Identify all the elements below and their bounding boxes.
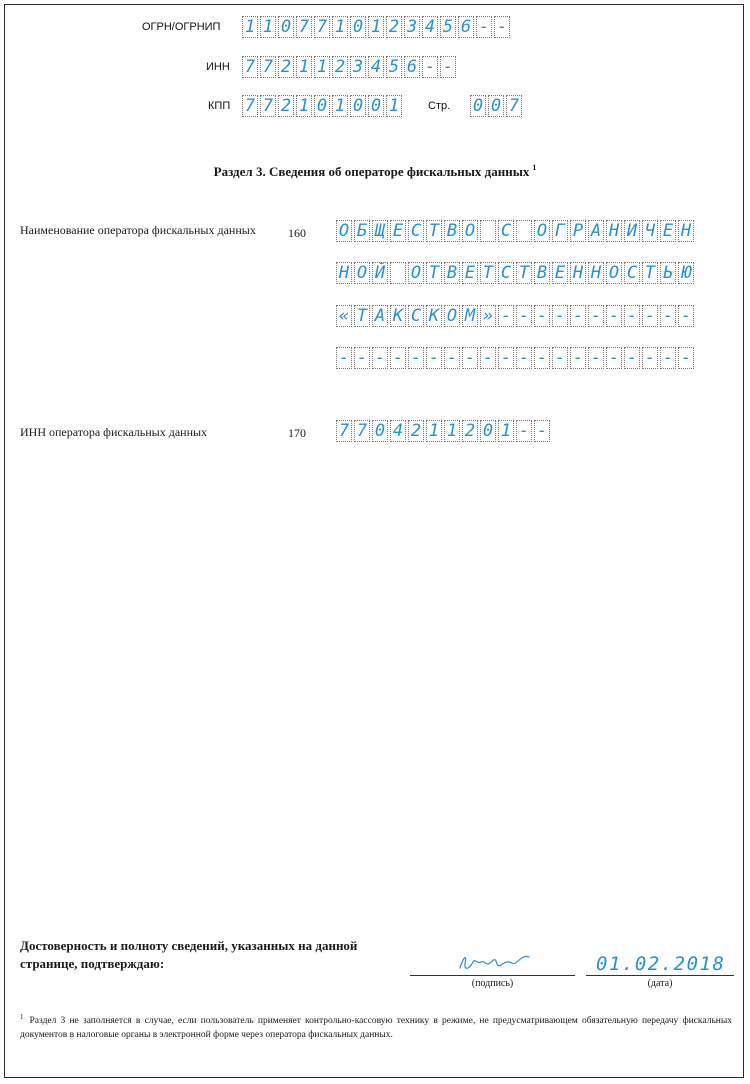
char-cell[interactable]: - [678,305,694,327]
char-cell[interactable]: Р [570,220,586,242]
footnote [20,1010,732,1042]
char-cell[interactable]: 0 [350,16,366,38]
char-cell[interactable]: - [516,420,532,442]
char-cell[interactable]: В [444,262,460,284]
char-cell[interactable]: Т [426,262,442,284]
char-cell[interactable]: 2 [408,420,424,442]
char-cell[interactable]: О [336,220,352,242]
char-cell[interactable]: 0 [480,420,496,442]
char-cell[interactable]: - [642,347,658,369]
char-cell[interactable] [516,220,532,242]
char-cell[interactable]: - [354,347,370,369]
char-cell[interactable]: - [516,305,532,327]
operator-name-code: 160 [288,226,306,240]
inn-grid[interactable] [242,56,458,78]
char-cell[interactable]: - [606,305,622,327]
char-cell[interactable]: 3 [350,56,366,78]
char-cell[interactable]: 7 [354,420,370,442]
char-cell[interactable]: 0 [350,95,366,117]
char-cell[interactable]: 1 [314,56,330,78]
operator-inn-code: 170 [288,426,306,440]
char-cell[interactable]: - [408,347,424,369]
char-cell[interactable]: Н [588,262,604,284]
char-cell[interactable] [480,220,496,242]
section-title-footnote-mark: 1 [532,163,537,172]
char-cell[interactable]: Т [426,220,442,242]
char-cell[interactable]: 0 [368,95,384,117]
char-cell[interactable]: Ч [642,220,658,242]
char-cell[interactable]: 3 [404,16,420,38]
char-cell[interactable]: 0 [278,16,294,38]
char-cell[interactable]: М [462,305,478,327]
confirmation-text: Достоверность и полноту сведений, указанных на данной странице, подтверждаю: [20,938,358,971]
char-cell[interactable]: О [354,262,370,284]
char-cell[interactable]: 1 [368,16,384,38]
char-cell[interactable]: К [390,305,406,327]
char-cell[interactable]: 7 [242,95,258,117]
char-cell[interactable]: - [498,305,514,327]
char-cell[interactable]: - [462,347,478,369]
operator-name-row-3[interactable] [336,305,696,327]
char-cell[interactable]: О [444,305,460,327]
operator-inn-label: ИНН оператора фискальных данных [20,425,208,439]
char-cell[interactable]: К [426,305,442,327]
char-cell[interactable]: 0 [488,95,504,117]
operator-name-row-2[interactable] [336,262,696,284]
char-cell[interactable]: В [444,220,460,242]
char-cell[interactable]: 2 [386,16,402,38]
char-cell[interactable]: - [570,347,586,369]
char-cell[interactable]: - [570,305,586,327]
footnote-text: Раздел 3 не заполняется в случае, если пользователь применяет контрольно-кассовую технику в режиме, не предусматривающем обязательную передачу фискальных документов в налоговые органы в электронной форме через оператора фискальных данных. [20,1016,732,1041]
char-cell[interactable]: Б [354,220,370,242]
inn-label: ИНН [206,61,230,73]
char-cell[interactable]: С [408,305,424,327]
char-cell[interactable]: 1 [332,16,348,38]
char-cell[interactable]: 1 [498,420,514,442]
char-cell[interactable]: 5 [440,16,456,38]
char-cell[interactable]: С [498,220,514,242]
char-cell[interactable]: Н [336,262,352,284]
char-cell[interactable]: 4 [422,16,438,38]
char-cell[interactable]: 6 [404,56,420,78]
operator-name-row-4[interactable] [336,347,696,369]
char-cell[interactable]: Н [570,262,586,284]
char-cell[interactable]: 1 [242,16,258,38]
section-title-text: Раздел 3. Сведения об операторе фискальных данных [213,164,530,179]
char-cell[interactable]: Е [390,220,406,242]
signature-caption: (подпись) [471,978,514,989]
kpp-label: КПП [208,100,231,112]
char-cell[interactable] [390,262,406,284]
char-cell[interactable]: - [372,347,388,369]
char-cell[interactable]: Г [552,220,568,242]
char-cell[interactable]: - [642,305,658,327]
char-cell[interactable]: 6 [458,16,474,38]
char-cell[interactable]: О [534,220,550,242]
char-cell[interactable]: - [494,16,510,38]
char-cell[interactable]: Т [480,262,496,284]
char-cell[interactable]: Щ [372,220,388,242]
char-cell[interactable]: - [588,305,604,327]
char-cell[interactable]: А [372,305,388,327]
ogrn-grid[interactable] [242,16,512,38]
char-cell[interactable]: - [624,347,640,369]
char-cell[interactable]: 1 [260,16,276,38]
char-cell[interactable]: Е [552,262,568,284]
char-cell[interactable]: 2 [462,420,478,442]
char-cell[interactable]: » [480,305,496,327]
char-cell[interactable]: 1 [444,420,460,442]
char-cell[interactable]: С [498,262,514,284]
char-cell[interactable]: - [440,56,456,78]
char-cell[interactable]: 2 [332,56,348,78]
char-cell[interactable]: 2 [278,56,294,78]
char-cell[interactable]: - [660,347,676,369]
char-cell[interactable]: Т [516,262,532,284]
char-cell[interactable]: 1 [386,95,402,117]
char-cell[interactable]: 7 [260,56,276,78]
char-cell[interactable]: - [534,305,550,327]
section-title [0,163,750,180]
footnote-mark: 1 [20,1013,24,1021]
char-cell[interactable]: - [534,420,550,442]
char-cell[interactable]: Й [372,262,388,284]
char-cell[interactable]: - [552,347,568,369]
char-cell[interactable]: - [552,305,568,327]
kpp-grid[interactable] [242,95,404,117]
operator-inn-grid[interactable] [336,420,552,442]
char-cell[interactable]: Е [462,262,478,284]
char-cell[interactable]: 7 [336,420,352,442]
char-cell[interactable]: А [588,220,604,242]
char-cell[interactable]: 4 [368,56,384,78]
char-cell[interactable]: 0 [314,95,330,117]
char-cell[interactable]: - [336,347,352,369]
char-cell[interactable]: 2 [278,95,294,117]
char-cell[interactable]: - [498,347,514,369]
char-cell[interactable]: - [534,347,550,369]
char-cell[interactable]: - [390,347,406,369]
char-cell[interactable]: - [606,347,622,369]
date-caption: (дата) [647,978,673,989]
char-cell[interactable]: С [408,220,424,242]
char-cell[interactable]: С [624,262,640,284]
char-cell[interactable]: - [678,347,694,369]
ogrn-label: ОГРН/ОГРНИП [142,21,221,33]
char-cell[interactable]: Н [678,220,694,242]
char-cell[interactable]: 1 [332,95,348,117]
char-cell[interactable]: - [422,56,438,78]
operator-name-label: Наименование оператора фискальных данных [20,223,256,237]
char-cell[interactable]: Е [660,220,676,242]
date-line [586,975,734,976]
char-cell[interactable]: - [516,347,532,369]
char-cell[interactable]: 7 [314,16,330,38]
char-cell[interactable]: В [534,262,550,284]
char-cell[interactable]: 1 [296,95,312,117]
char-cell[interactable]: - [444,347,460,369]
char-cell[interactable]: 7 [242,56,258,78]
char-cell[interactable]: « [336,305,352,327]
page-label: Стр. [428,100,451,112]
char-cell[interactable]: О [408,262,424,284]
char-cell[interactable]: О [606,262,622,284]
char-cell[interactable]: О [462,220,478,242]
char-cell[interactable]: Ю [678,262,694,284]
operator-name-row-1[interactable] [336,220,696,242]
char-cell[interactable]: Ь [660,262,676,284]
char-cell[interactable]: - [588,347,604,369]
char-cell[interactable]: - [624,305,640,327]
char-cell[interactable]: Т [354,305,370,327]
date-value[interactable]: 01.02.2018 [596,953,726,975]
page-number-grid[interactable] [470,95,524,117]
char-cell[interactable]: - [426,347,442,369]
signature-image [455,950,535,976]
char-cell[interactable]: 1 [426,420,442,442]
char-cell[interactable]: 0 [470,95,486,117]
char-cell[interactable]: 5 [386,56,402,78]
char-cell[interactable]: 7 [296,16,312,38]
char-cell[interactable]: И [624,220,640,242]
char-cell[interactable]: Н [606,220,622,242]
signature-line [410,975,575,976]
char-cell[interactable]: - [476,16,492,38]
char-cell[interactable]: - [660,305,676,327]
char-cell[interactable]: 4 [390,420,406,442]
char-cell[interactable]: - [480,347,496,369]
char-cell[interactable]: 7 [260,95,276,117]
char-cell[interactable]: 1 [296,56,312,78]
char-cell[interactable]: 0 [372,420,388,442]
char-cell[interactable]: Т [642,262,658,284]
char-cell[interactable]: 7 [506,95,522,117]
